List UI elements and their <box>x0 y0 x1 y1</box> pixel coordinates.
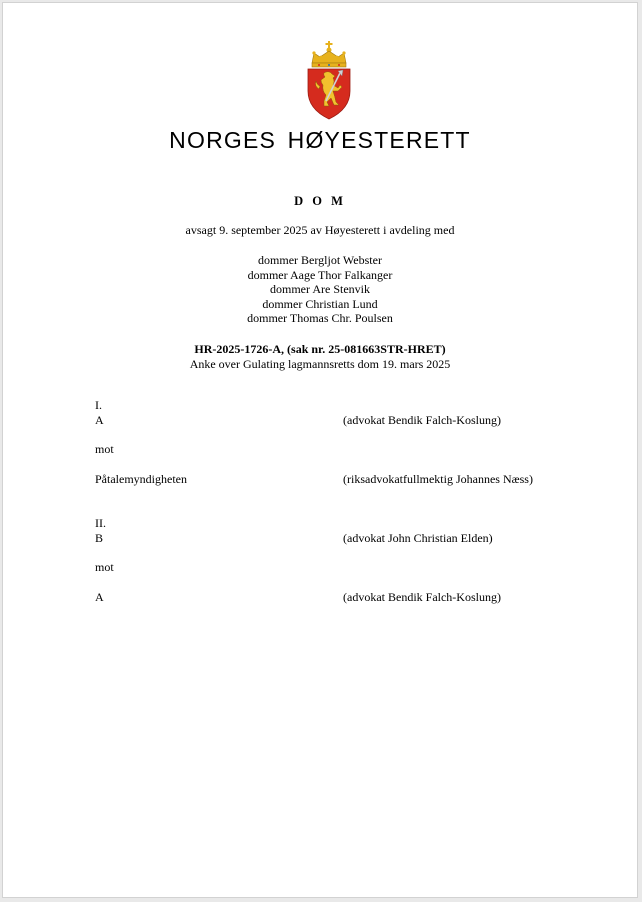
respondent-counsel: (advokat Bendik Falch-Koslung) <box>343 590 501 604</box>
judge-name: dommer Bergljot Webster <box>258 253 382 267</box>
appellant-counsel: (advokat Bendik Falch-Koslung) <box>343 413 501 427</box>
document-title: D O M <box>294 194 346 208</box>
versus-label: mot <box>95 442 114 456</box>
respondent-counsel: (riksadvokatfullmektig Johannes Næss) <box>343 472 533 486</box>
judge-name: dommer Christian Lund <box>262 296 378 311</box>
appeal-description: Anke over Gulating lagmannsretts dom 19. mars 2025 <box>189 356 451 371</box>
norwegian-coat-of-arms-icon <box>305 39 353 121</box>
judge-name: dommer Aage Thor Falkanger <box>247 267 393 282</box>
judgment-intro: avsagt 9. september 2025 av Høyesterett i avdeling med <box>185 223 455 237</box>
case-block <box>3 342 637 371</box>
judge-name: dommer Are Stenvik <box>270 282 370 297</box>
judge-name: dommer Thomas Chr. Poulsen <box>247 311 393 326</box>
court-name: NORGES HØYESTERETT <box>169 127 471 153</box>
section-numeral: I. <box>95 398 102 412</box>
respondent-name: Påtalemyndigheten <box>95 472 187 486</box>
case-reference: HR-2025-1726-A, (sak nr. 25-081663STR-HRET) <box>194 342 446 356</box>
respondent-name: A <box>95 590 104 604</box>
versus-label: mot <box>95 560 114 574</box>
appellant-name: B <box>95 531 104 545</box>
section-numeral: II. <box>95 516 106 530</box>
judges-list <box>3 253 637 326</box>
appellant-counsel: (advokat John Christian Elden) <box>343 531 493 545</box>
document-page <box>2 2 638 898</box>
appellant-name: A <box>95 413 104 427</box>
